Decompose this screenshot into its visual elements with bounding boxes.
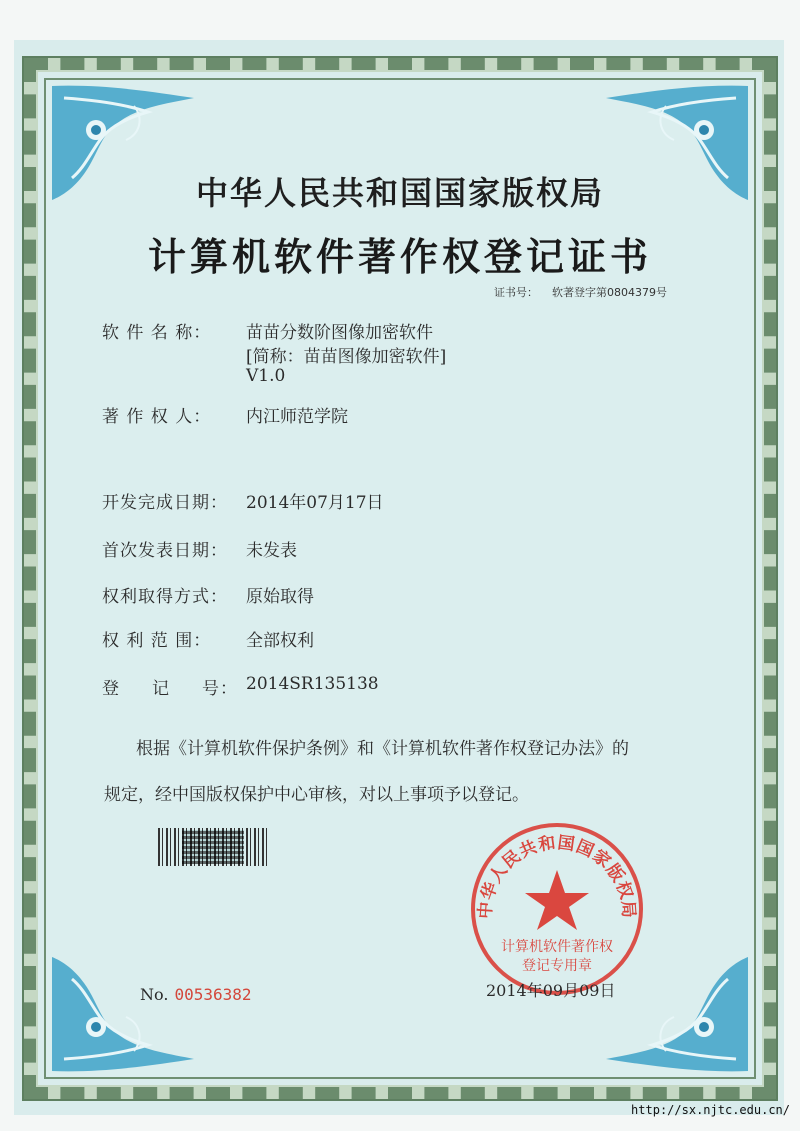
watermark-url: http://sx.njtc.edu.cn/ xyxy=(631,1103,790,1117)
field-value: 全部权利 xyxy=(246,631,314,651)
field-label: 权 利 范 围： xyxy=(102,631,212,651)
field-copyright-owner xyxy=(102,402,348,427)
field-value: 苗苗分数阶图像加密软件 xyxy=(246,323,433,343)
issue-date: 2014年09月09日 xyxy=(486,981,616,1000)
field-value: 2014年07月17日 xyxy=(246,493,384,513)
corner-ornament-bottom-left xyxy=(44,949,204,1079)
field-value: 内江师范学院 xyxy=(246,407,348,427)
field-value: 原始取得 xyxy=(246,587,314,607)
seal-ring-text: 中华人民共和国国家版权局 xyxy=(475,833,639,920)
software-version: V1.0 xyxy=(246,366,286,386)
field-registration-no xyxy=(102,674,379,699)
field-dev-completion-date xyxy=(102,488,384,513)
body-text-line-1: 根据《计算机软件保护条例》和《计算机软件著作权登记办法》的 xyxy=(136,739,629,759)
official-seal xyxy=(466,818,648,1000)
field-acquisition-method xyxy=(102,582,314,607)
field-label: 软 件 名 称： xyxy=(102,323,212,343)
field-scope-of-rights xyxy=(102,626,314,651)
field-label: 权利取得方式： xyxy=(102,587,228,607)
software-short-name: [简称：苗苗图像加密软件] xyxy=(246,347,447,367)
seal-line-2: 登记专用章 xyxy=(522,958,592,974)
2d-code xyxy=(182,830,244,864)
field-label: 开发完成日期： xyxy=(102,493,228,513)
certificate-number xyxy=(494,284,667,300)
field-value: 未发表 xyxy=(246,541,297,561)
seal-line-1: 计算机软件著作权 xyxy=(501,939,613,955)
field-software-name xyxy=(102,318,433,343)
field-value: 2014SR135138 xyxy=(246,674,379,694)
certificate-number-label: 证书号： xyxy=(494,286,538,299)
certificate-number-value: 软著登字第0804379号 xyxy=(552,286,667,299)
serial-number-label: No. xyxy=(140,985,169,1004)
document-title: 计算机软件著作权登记证书 xyxy=(147,234,652,279)
issuing-authority: 中华人民共和国国家版权局 xyxy=(195,174,604,212)
field-label: 登 记 号： xyxy=(102,679,239,699)
field-label: 首次发表日期： xyxy=(102,541,228,561)
body-text-line-2: 规定，经中国版权保护中心审核，对以上事项予以登记。 xyxy=(104,785,529,805)
field-label: 著 作 权 人： xyxy=(102,407,212,427)
serial-number xyxy=(140,985,252,1004)
serial-number-value: 00536382 xyxy=(174,985,252,1004)
field-first-publication-date xyxy=(102,536,297,561)
seal-star-icon xyxy=(525,870,589,930)
